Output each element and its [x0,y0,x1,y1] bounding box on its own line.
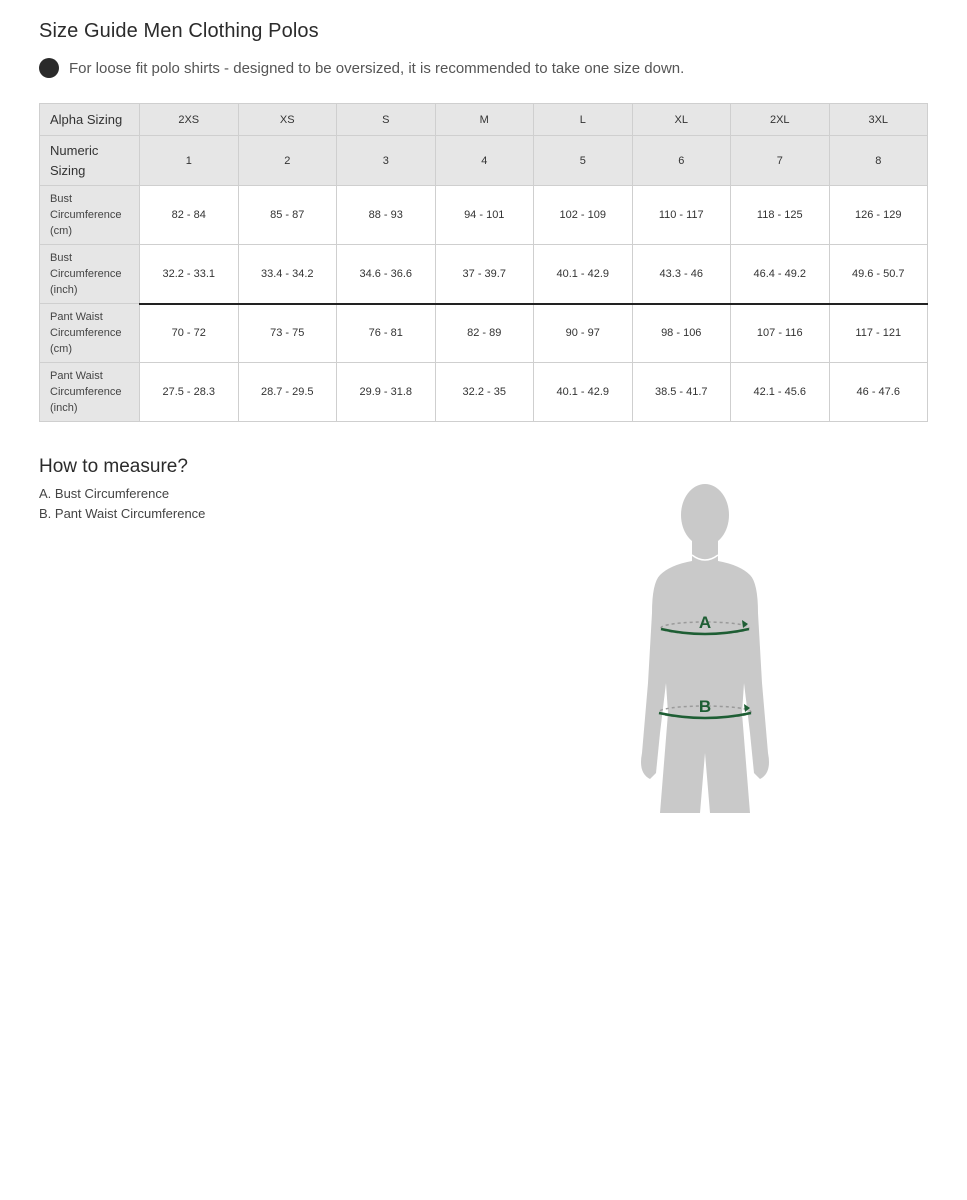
row-bust-inch [40,245,928,304]
cell: 118 - 125 [731,186,830,245]
bullet-dot-icon [39,58,59,78]
cell: 46.4 - 49.2 [731,245,830,304]
measure-item-bust: A. Bust Circumference [39,486,170,501]
cell: 29.9 - 31.8 [337,363,436,422]
cell: L [534,104,633,136]
row-label: Bust Circumference (inch) [40,245,140,304]
cell: XS [238,104,337,136]
how-to-measure-heading: How to measure? [39,456,188,477]
fit-note-text: For loose fit polo shirts - designed to be oversized, it is recommended to take one size down. [69,59,685,77]
cell: 32.2 - 33.1 [140,245,239,304]
cell: 73 - 75 [238,304,337,363]
measure-item-waist: B. Pant Waist Circumference [39,506,206,521]
cell: 126 - 129 [829,186,928,245]
row-waist-inch [40,363,928,422]
measure-list [39,484,205,524]
cell: 5 [534,136,633,186]
cell: 3 [337,136,436,186]
body-measurement-figure [630,483,780,815]
cell: 82 - 84 [140,186,239,245]
cell: 3XL [829,104,928,136]
row-label: Alpha Sizing [40,104,140,136]
cell: 33.4 - 34.2 [238,245,337,304]
cell: 70 - 72 [140,304,239,363]
cell: 43.3 - 46 [632,245,731,304]
cell: 32.2 - 35 [435,363,534,422]
cell: 90 - 97 [534,304,633,363]
cell: 102 - 109 [534,186,633,245]
cell: 94 - 101 [435,186,534,245]
cell: 28.7 - 29.5 [238,363,337,422]
cell: 46 - 47.6 [829,363,928,422]
cell: 40.1 - 42.9 [534,363,633,422]
cell: 37 - 39.7 [435,245,534,304]
cell: 42.1 - 45.6 [731,363,830,422]
page-title: Size Guide Men Clothing Polos [39,20,319,42]
cell: 82 - 89 [435,304,534,363]
fit-note [39,58,684,78]
cell: 76 - 81 [337,304,436,363]
row-label: Pant Waist Circumference (inch) [40,363,140,422]
row-waist-cm [40,304,928,363]
cell: 85 - 87 [238,186,337,245]
cell: 49.6 - 50.7 [829,245,928,304]
cell: 88 - 93 [337,186,436,245]
label-b: B [698,697,712,716]
cell: M [435,104,534,136]
cell: 38.5 - 41.7 [632,363,731,422]
row-numeric-sizing [40,136,928,186]
label-a: A [698,613,712,632]
cell: 2 [238,136,337,186]
body-silhouette-icon [630,483,780,815]
cell: S [337,104,436,136]
cell: 8 [829,136,928,186]
cell: 4 [435,136,534,186]
cell: 1 [140,136,239,186]
cell: 110 - 117 [632,186,731,245]
cell: 7 [731,136,830,186]
cell: 34.6 - 36.6 [337,245,436,304]
cell: XL [632,104,731,136]
size-table [39,103,928,422]
cell: 40.1 - 42.9 [534,245,633,304]
row-bust-cm [40,186,928,245]
row-label: Pant Waist Circumference (cm) [40,304,140,363]
cell: 98 - 106 [632,304,731,363]
cell: 6 [632,136,731,186]
cell: 117 - 121 [829,304,928,363]
row-label: Bust Circumference (cm) [40,186,140,245]
cell: 2XL [731,104,830,136]
cell: 27.5 - 28.3 [140,363,239,422]
row-alpha-sizing [40,104,928,136]
cell: 107 - 116 [731,304,830,363]
row-label: Numeric Sizing [40,136,140,186]
cell: 2XS [140,104,239,136]
